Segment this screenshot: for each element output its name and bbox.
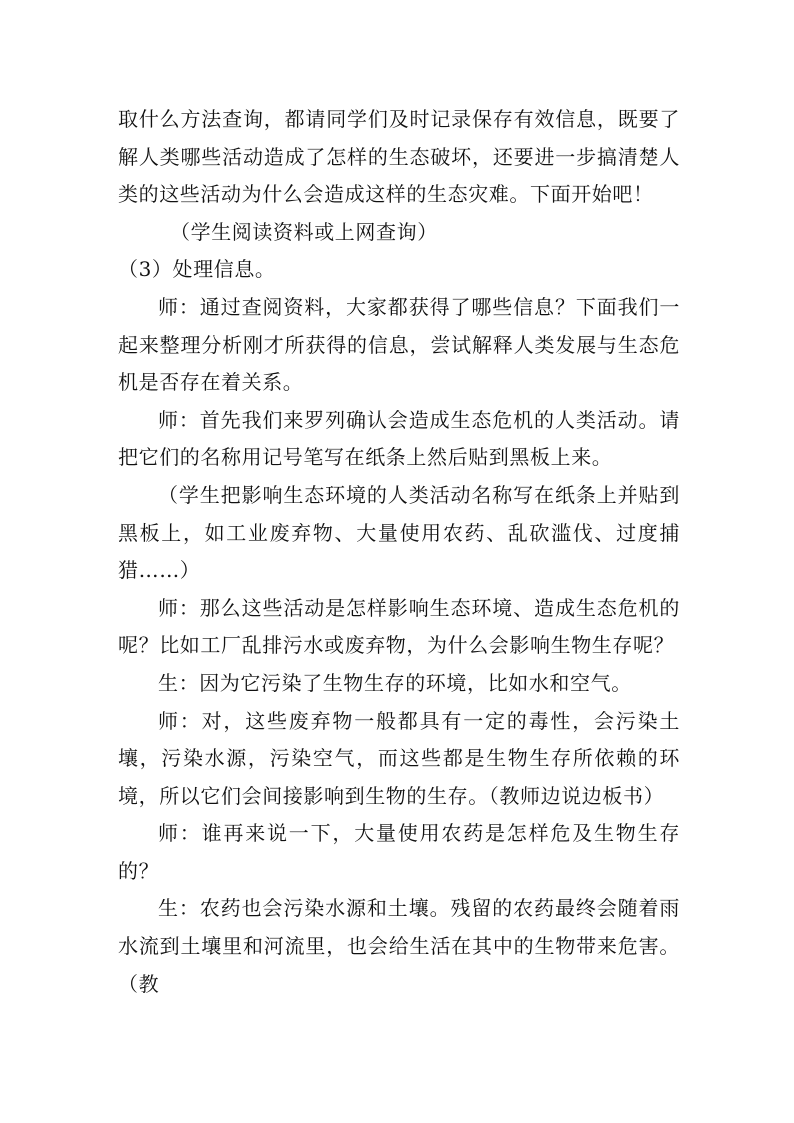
paragraph-2: （学生阅读资料或上网查询） (170, 219, 438, 244)
paragraph-10: 师：谁再来说一下，大量使用农药是怎样危及生物生存的？ (118, 821, 680, 883)
paragraph-9: 师：对，这些废弃物一般都具有一定的毒性，会污染土壤，污染水源，污染空气，而这些都是生物生存所依赖的环境，所以它们会间接影响到生物的生存。（教师边说边板书） (118, 708, 680, 808)
document-body (118, 101, 680, 1003)
paragraph-7: 师：那么这些活动是怎样影响生态环境、造成生态危机的呢？比如工厂乱排污水或废弃物，为什么会影响生物生存呢？ (118, 595, 680, 658)
paragraph-3: （3）处理信息。 (118, 257, 276, 282)
paragraph-8: 生：因为它污染了生物生存的环境，比如水和空气。 (158, 670, 632, 695)
paragraph-1: 取什么方法查询，都请同学们及时记录保存有效信息，既要了解人类哪些活动造成了怎样的生态破坏，还要进一步搞清楚人类的这些活动为什么会造成这样的生态灾难。下面开始吧！ (118, 107, 680, 207)
paragraph-6: （学生把影响生态环境的人类活动名称写在纸条上并贴到黑板上，如工业废弃物、大量使用农药、乱砍滥伐、过度捕猎……） (118, 482, 680, 583)
paragraph-11: 生：农药也会污染水源和土壤。残留的农药最终会随着雨水流到土壤里和河流里，也会给生活在其中的生物带来危害。（教 (118, 896, 680, 996)
paragraph-5: 师：首先我们来罗列确认会造成生态危机的人类活动。请把它们的名称用记号笔写在纸条上然后贴到黑板上来。 (118, 407, 680, 470)
paragraph-4: 师：通过查阅资料，大家都获得了哪些信息？下面我们一起来整理分析刚才所获得的信息，尝试解释人类发展与生态危机是否存在着关系。 (118, 294, 680, 395)
